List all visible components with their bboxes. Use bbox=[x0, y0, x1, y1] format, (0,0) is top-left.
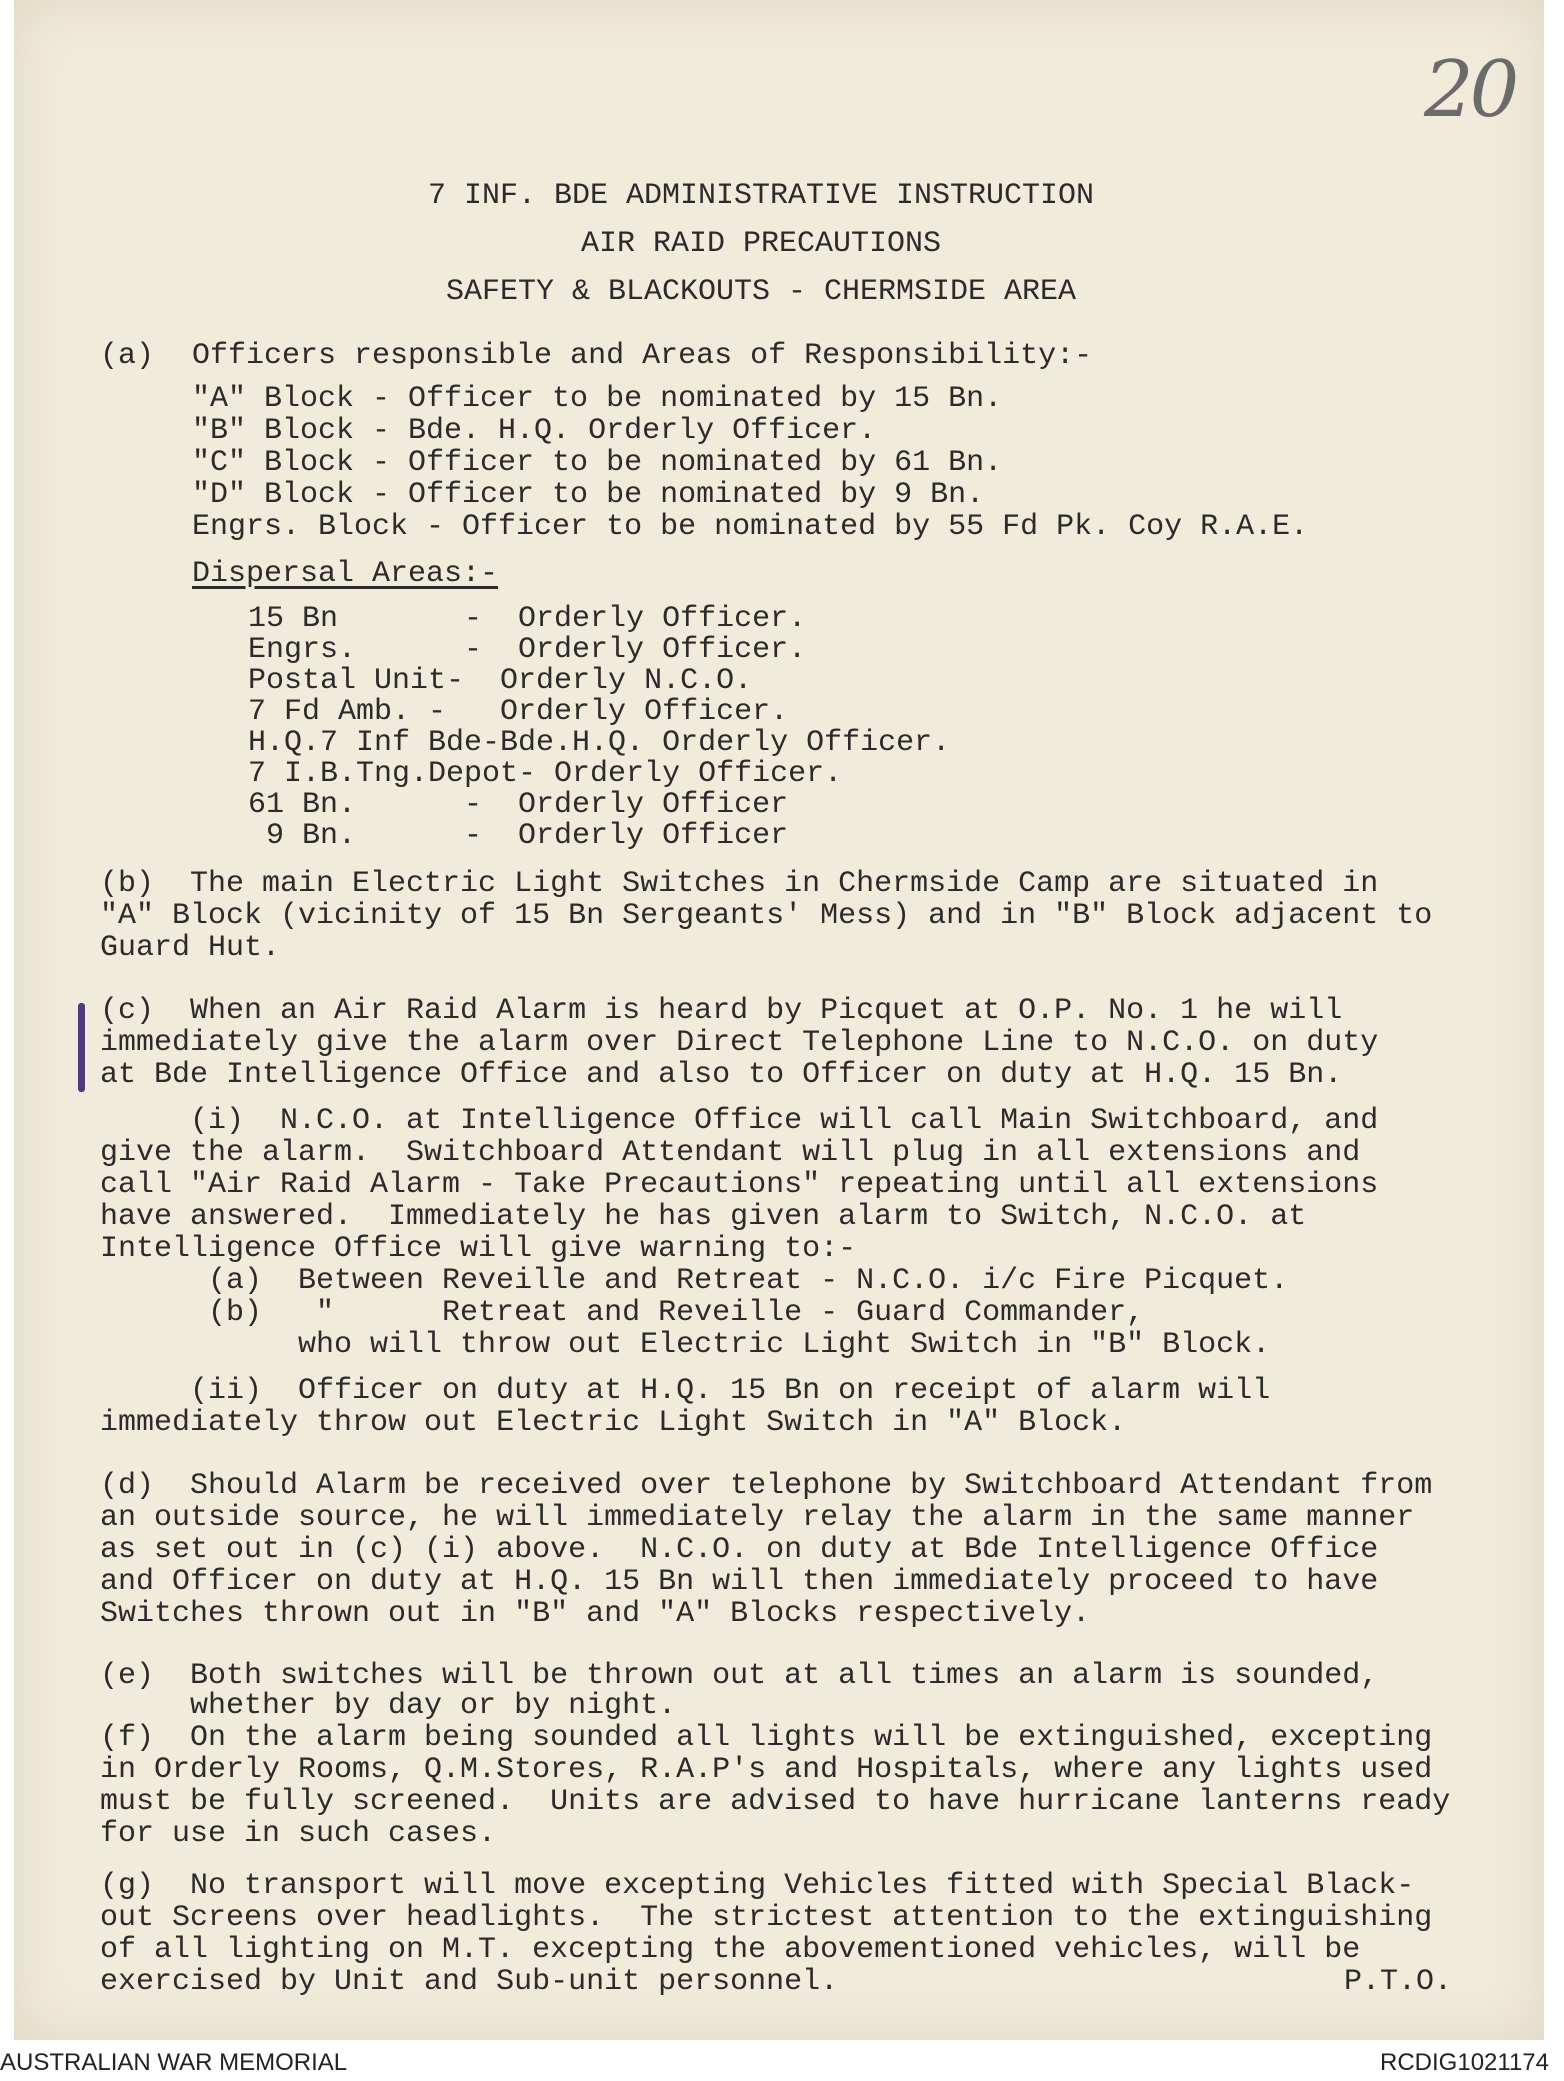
dispersal-line: Postal Unit- Orderly N.C.O. bbox=[248, 664, 753, 698]
handwritten-page-number: 20 bbox=[1424, 45, 1516, 135]
pto-marker: P.T.O. bbox=[1344, 1965, 1453, 1999]
section-c-i-line: (i) N.C.O. at Intelligence Office will call Main Switchboard, and bbox=[100, 1104, 1379, 1138]
dispersal-line: Engrs. - Orderly Officer. bbox=[248, 633, 807, 667]
section-c-ii-line: immediately throw out Electric Light Switch in "A" Block. bbox=[100, 1406, 1127, 1440]
dispersal-line: 7 Fd Amb. - Orderly Officer. bbox=[248, 695, 789, 729]
heading-line-1: 7 INF. BDE ADMINISTRATIVE INSTRUCTION bbox=[427, 179, 1095, 213]
section-d-line: as set out in (c) (i) above. N.C.O. on duty at Bde Intelligence Office bbox=[100, 1533, 1379, 1567]
dispersal-line: 9 Bn. - Orderly Officer bbox=[248, 819, 789, 853]
section-c-line: at Bde Intelligence Office and also to Officer on duty at H.Q. 15 Bn. bbox=[100, 1058, 1343, 1092]
block-line: "B" Block - Bde. H.Q. Orderly Officer. bbox=[192, 414, 877, 448]
section-b-line: Guard Hut. bbox=[100, 931, 281, 965]
section-c-i-line: have answered. Immediately he has given alarm to Switch, N.C.O. at bbox=[100, 1200, 1307, 1234]
typed-body bbox=[14, 0, 1544, 2080]
block-line: Engrs. Block - Officer to be nominated by 55 Fd Pk. Coy R.A.E. bbox=[192, 510, 1309, 544]
section-e-line: whether by day or by night. bbox=[100, 1689, 677, 1723]
section-f-line: must be fully screened. Units are advised to have hurricane lanterns ready bbox=[100, 1785, 1451, 1819]
dispersal-line: 61 Bn. - Orderly Officer bbox=[248, 788, 789, 822]
block-line: "D" Block - Officer to be nominated by 9 Bn. bbox=[192, 478, 985, 512]
dispersal-line: 15 Bn - Orderly Officer. bbox=[248, 602, 807, 636]
section-d-line: (d) Should Alarm be received over telephone by Switchboard Attendant from bbox=[100, 1469, 1433, 1503]
archive-footer bbox=[0, 2044, 1564, 2081]
section-g-line: (g) No transport will move excepting Vehicles fitted with Special Black- bbox=[100, 1869, 1415, 1903]
section-f-line: in Orderly Rooms, Q.M.Stores, R.A.P's and Hospitals, where any lights used bbox=[100, 1753, 1433, 1787]
section-c-i-line: (b) " Retreat and Reveille - Guard Commander, bbox=[118, 1296, 1145, 1330]
section-d-line: and Officer on duty at H.Q. 15 Bn will then immediately proceed to have bbox=[100, 1565, 1379, 1599]
section-b-line: "A" Block (vicinity of 15 Bn Sergeants' Mess) and in "B" Block adjacent to bbox=[100, 899, 1433, 933]
heading-line-2: AIR RAID PRECAUTIONS bbox=[580, 227, 942, 261]
heading-line-3: SAFETY & BLACKOUTS - CHERMSIDE AREA bbox=[445, 275, 1077, 309]
section-f-line: for use in such cases. bbox=[100, 1817, 497, 1851]
section-d-line: Switches thrown out in "B" and "A" Blocks respectively. bbox=[100, 1597, 1091, 1631]
block-line: "C" Block - Officer to be nominated by 61 Bn. bbox=[192, 446, 1003, 480]
block-line: "A" Block - Officer to be nominated by 15 Bn. bbox=[192, 382, 1003, 416]
section-g-line: exercised by Unit and Sub-unit personnel. bbox=[100, 1965, 839, 1999]
section-c-i-line: give the alarm. Switchboard Attendant will plug in all extensions and bbox=[100, 1136, 1361, 1170]
dispersal-line: 7 I.B.Tng.Depot- Orderly Officer. bbox=[248, 757, 843, 791]
margin-pen-mark bbox=[78, 1003, 85, 1092]
dispersal-line: H.Q.7 Inf Bde-Bde.H.Q. Orderly Officer. bbox=[248, 726, 951, 760]
section-c-ii-line: (ii) Officer on duty at H.Q. 15 Bn on receipt of alarm will bbox=[100, 1374, 1271, 1408]
section-c-i-line: who will throw out Electric Light Switch in "B" Block. bbox=[118, 1328, 1271, 1362]
document-page bbox=[14, 0, 1544, 2040]
section-c-line: immediately give the alarm over Direct Telephone Line to N.C.O. on duty bbox=[100, 1026, 1379, 1060]
section-a-marker: (a) bbox=[100, 339, 155, 373]
section-c-i-line: (a) Between Reveille and Retreat - N.C.O. i/c Fire Picquet. bbox=[118, 1264, 1289, 1298]
section-b-line: (b) The main Electric Light Switches in Chermside Camp are situated in bbox=[100, 867, 1379, 901]
section-c-i-line: call "Air Raid Alarm - Take Precautions" repeating until all extensions bbox=[100, 1168, 1379, 1202]
section-g-line: of all lighting on M.T. excepting the abovementioned vehicles, will be bbox=[100, 1933, 1361, 1967]
section-d-line: an outside source, he will immediately relay the alarm in the same manner bbox=[100, 1501, 1415, 1535]
section-g-line: out Screens over headlights. The strictest attention to the extinguishing bbox=[100, 1901, 1433, 1935]
section-f-line: (f) On the alarm being sounded all lights will be extinguished, excepting bbox=[100, 1721, 1433, 1755]
footer-institution: AUSTRALIAN WAR MEMORIAL bbox=[0, 2049, 348, 2076]
section-c-line: (c) When an Air Raid Alarm is heard by Picquet at O.P. No. 1 he will bbox=[100, 994, 1343, 1028]
section-a-intro: Officers responsible and Areas of Responsibility:- bbox=[192, 339, 1093, 373]
section-e-line: (e) Both switches will be thrown out at all times an alarm is sounded, bbox=[100, 1659, 1379, 1693]
footer-record-id: RCDIG1021174 bbox=[1380, 2049, 1549, 2076]
dispersal-title: Dispersal Areas:- bbox=[192, 557, 499, 591]
section-c-i-line: Intelligence Office will give warning to:- bbox=[100, 1232, 857, 1266]
